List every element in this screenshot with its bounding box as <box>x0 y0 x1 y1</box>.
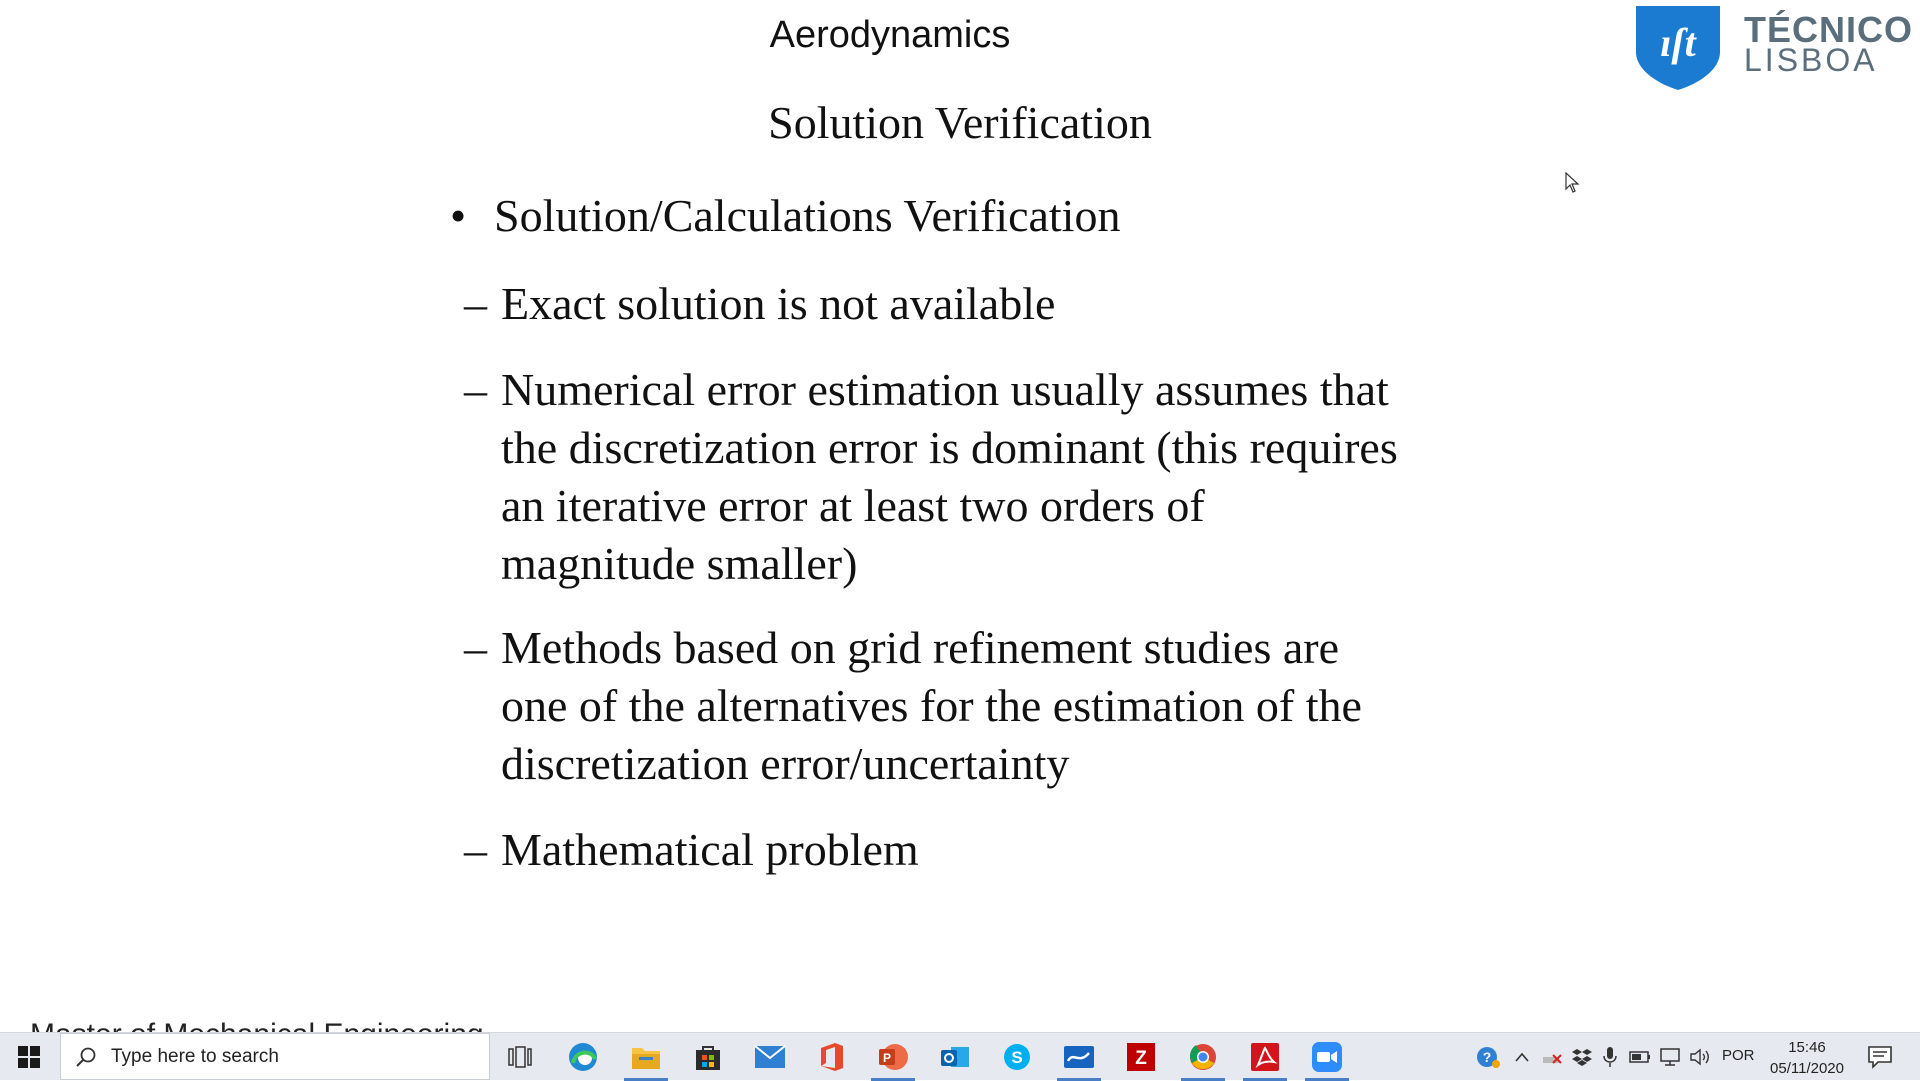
tray-chevron-up-icon[interactable] <box>1510 1045 1534 1069</box>
bullet-text: Solution/Calculations Verification <box>494 190 1121 241</box>
logo-text-lisboa: LISBOA <box>1744 42 1878 78</box>
taskbar-app-acrobat[interactable] <box>1235 1033 1295 1081</box>
folder-icon <box>630 1043 662 1071</box>
filezilla-icon <box>1126 1042 1156 1072</box>
mouse-cursor-icon <box>1565 172 1581 194</box>
powerpoint-icon <box>877 1042 909 1072</box>
taskbar-app-powerpoint[interactable] <box>863 1033 923 1081</box>
taskbar-app-mail[interactable] <box>740 1033 800 1081</box>
sub-item-text: Mathematical problem <box>501 824 919 875</box>
mail-envelope-icon <box>754 1045 786 1069</box>
sub-item-text: Exact solution is not available <box>501 278 1056 329</box>
chrome-icon <box>1188 1042 1218 1072</box>
notification-center-button[interactable] <box>1866 1043 1894 1071</box>
taskbar-app-chrome[interactable] <box>1173 1033 1233 1081</box>
clock-time: 15:46 <box>1788 1039 1826 1056</box>
sub-item-marker: – <box>464 622 487 673</box>
tray-language[interactable]: POR <box>1722 1047 1755 1064</box>
taskbar-app-skype[interactable] <box>987 1033 1047 1081</box>
tray-microphone-icon[interactable] <box>1598 1045 1622 1069</box>
taskbar-app-edge[interactable] <box>553 1033 613 1081</box>
sub-item-text: Methods based on grid refinement studies are one of the alternatives for the estimation of the discretization error/uncertainty <box>501 622 1362 789</box>
taskbar-app-office[interactable] <box>802 1033 862 1081</box>
svg-text:ıſt: ıſt <box>1660 20 1696 65</box>
acrobat-icon <box>1250 1042 1280 1072</box>
outlook-icon <box>939 1042 971 1072</box>
taskbar-search-box[interactable] <box>60 1033 490 1080</box>
search-placeholder: Type here to search <box>111 1045 279 1067</box>
svg-text:P: P <box>882 1051 892 1065</box>
sub-item-text: Numerical error estimation usually assumes that the discretization error is dominant (this requires an iterative error at least two orders of magnitude smaller) <box>501 364 1398 589</box>
tray-network-icon[interactable] <box>1658 1045 1682 1069</box>
taskbar-app-whiteboard[interactable] <box>1049 1033 1109 1081</box>
taskbar-app-filezilla[interactable] <box>1111 1033 1171 1081</box>
search-icon <box>75 1046 97 1068</box>
start-button[interactable] <box>0 1033 58 1081</box>
windows-logo-icon <box>18 1046 40 1068</box>
taskbar-app-outlook[interactable] <box>925 1033 985 1081</box>
tray-help-icon[interactable] <box>1476 1045 1500 1069</box>
tray-network-error-icon[interactable] <box>1540 1045 1564 1069</box>
tray-volume-icon[interactable] <box>1688 1045 1712 1069</box>
tray-battery-icon[interactable] <box>1628 1045 1652 1069</box>
bullet-marker: • <box>450 190 467 241</box>
task-view-button[interactable] <box>490 1033 550 1081</box>
zoom-icon <box>1311 1041 1343 1073</box>
tray-dropbox-icon[interactable] <box>1570 1045 1594 1069</box>
sub-item-marker: – <box>464 824 487 875</box>
tecnico-logo <box>1632 4 1920 90</box>
clock-date: 05/11/2020 <box>1770 1060 1844 1077</box>
svg-text:S: S <box>1011 1048 1023 1067</box>
notification-icon <box>1866 1043 1894 1071</box>
task-view-icon <box>508 1046 532 1068</box>
ist-shield-icon <box>1632 4 1724 90</box>
store-bag-icon <box>693 1042 723 1072</box>
edge-icon <box>567 1041 599 1073</box>
office-icon <box>819 1042 845 1072</box>
taskbar-app-zoom[interactable] <box>1297 1033 1357 1081</box>
sub-item-marker: – <box>464 278 487 329</box>
whiteboard-icon <box>1063 1043 1095 1071</box>
svg-text:?: ? <box>1482 1049 1492 1065</box>
taskbar <box>0 1032 1920 1080</box>
taskbar-clock[interactable] <box>1762 1037 1852 1079</box>
slide-title: Solution Verification <box>768 97 1152 148</box>
taskbar-app-file-explorer[interactable] <box>616 1033 676 1081</box>
svg-text:Z: Z <box>1135 1048 1147 1069</box>
slide-header: Aerodynamics <box>769 14 1011 56</box>
logo-text-tecnico: TÉCNICO <box>1744 9 1913 50</box>
sub-item-marker: – <box>464 364 487 415</box>
skype-icon <box>1002 1042 1032 1072</box>
taskbar-app-store[interactable] <box>678 1033 738 1081</box>
